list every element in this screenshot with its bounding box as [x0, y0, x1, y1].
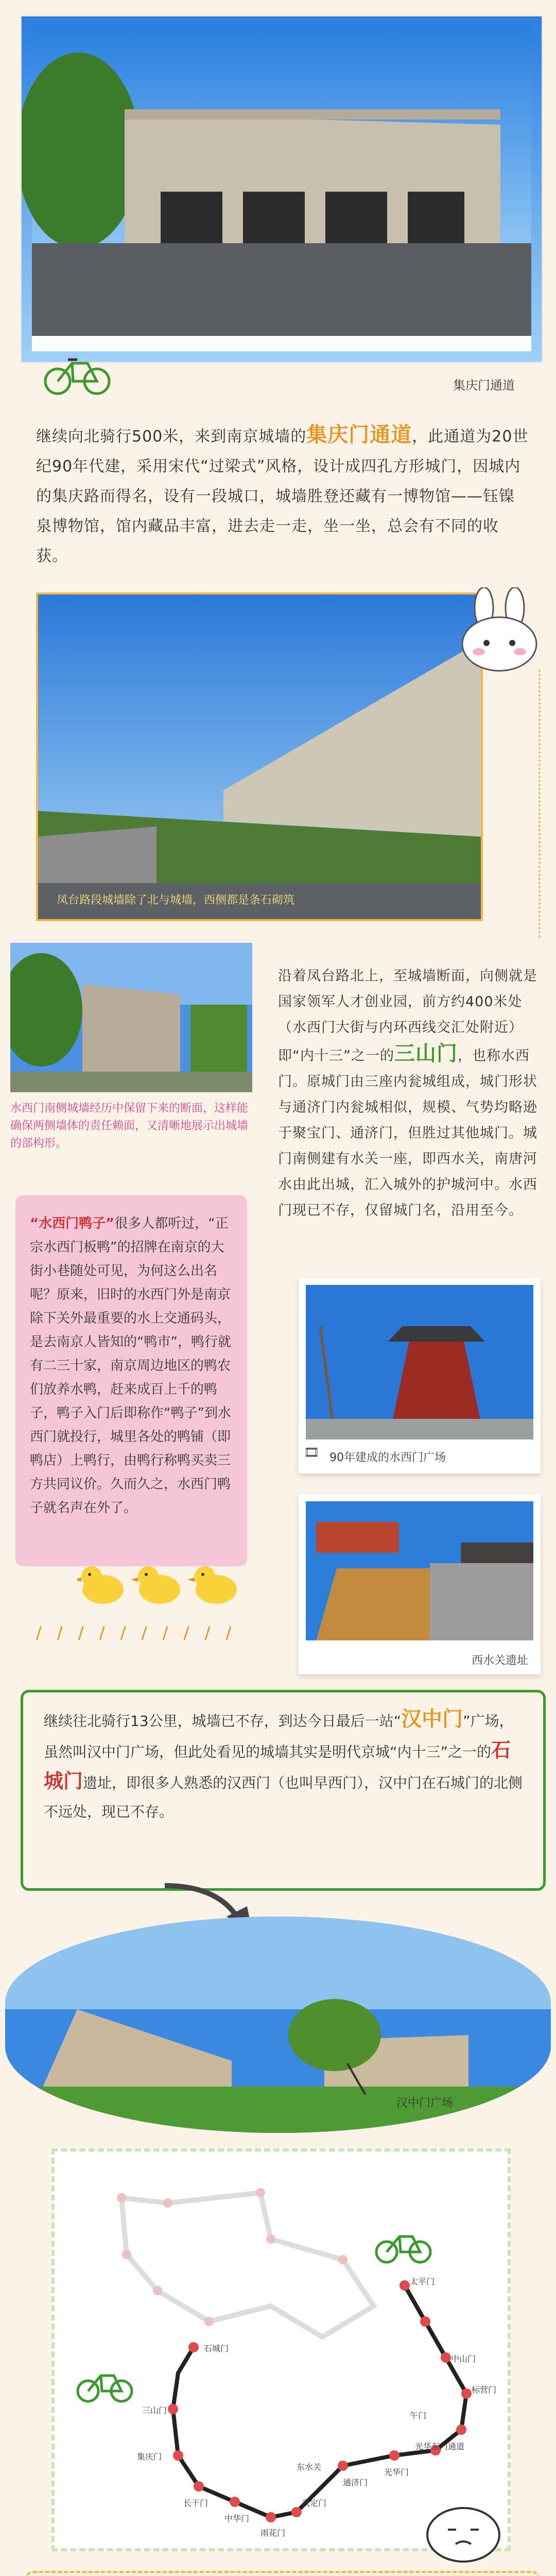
hanzhongmen-text-box	[21, 1690, 546, 1891]
duck-story-body: 很多人都听过，“正宗水西门板鸭”的招牌在南京的大街小巷随处可见，为何这么出名呢？原来，旧时的水西门外是南京除下关外最重要的水上交通码头，是去南京人皆知的“鸭市”，鸭行就有二三十家，南京周边地区的鸭农们放养水鸭，赶来成百上千的鸭子，鸭子入门后即称作“鸭子”到水西门就投行，城里各处的鸭铺（即鸭店）上鸭行，由鸭行称鸭买卖三方共同议价。久而久之，水西门鸭子就名声在外了。	[30, 1216, 231, 1516]
map-label-sanshanmen: 三山门	[142, 2405, 167, 2415]
hanzhongmen-highlight: 汉中门	[401, 1707, 463, 1731]
map-bicycle-icon	[376, 2236, 430, 2262]
para1-pre: 继续向北骑行500米，来到南京城墙的	[36, 428, 307, 446]
jiqingmen-highlight: 集庆门通道	[306, 423, 412, 447]
shuiximen-paragraph	[278, 963, 541, 1224]
para4-pre: 继续往北骑行13公里，城墙已不存，到达今日最后一站“	[44, 1713, 402, 1730]
slash-divider: / / / / / / / / / /	[36, 1623, 237, 1642]
jiqingmen-caption: 集庆门通道	[453, 378, 515, 393]
hanzhongmen-photo	[5, 1917, 551, 2133]
shuiximen-square-card	[299, 1278, 541, 1473]
para3-post: ，也称水西门。原城门由三座内瓮城组成，城门形状与通济门内瓮城相似，规模、气势均略逊于聚宝门、通济门，但胜过其他城门。城门南侧建有水关一座，即西水关，南唐河水由此出城，汇入城外的护城河中。水西门现已不存，仅留城门名，沿用至今。	[278, 1048, 537, 1218]
map-label-jiqingmen: 集庆门	[137, 2452, 162, 2462]
shichengmen-highlight: 石城门	[44, 1739, 511, 1792]
map-label-guanghuamen: 光华门	[384, 2467, 409, 2477]
para4-mid: ”广场，虽然叫汉中门广场，但此处看见的城墙其实是明代京城“内十三”之一的	[44, 1713, 514, 1760]
shuiximen-square-photo	[306, 1285, 533, 1439]
map-label-yuhuamen: 雨花门	[260, 2528, 286, 2538]
sanshanmen-highlight: 三山门	[394, 1042, 458, 1065]
bicycle-icon	[41, 350, 113, 397]
fengtai-caption: 凤台路段城墙除了北与城墙，西侧都是条石砌筑	[57, 894, 295, 907]
duck-icons	[77, 1561, 252, 1607]
map-label-guanghua-east: 光华东门通道	[415, 2442, 465, 2451]
cute-face-icon	[422, 2499, 505, 2566]
bunny-face-icon	[453, 587, 546, 675]
duck-story-box	[15, 1195, 247, 1566]
jiqingmen-photo	[22, 16, 542, 362]
para4-post: 遗址，即很多人熟悉的汉西门（也叫早西门），汉中门在石城门的北侧不远处，现已不存。	[44, 1774, 523, 1820]
xishuiguan-photo	[306, 1501, 533, 1640]
duck-story-text	[30, 1212, 236, 1520]
map-label-shichengmen: 石城门	[204, 2344, 229, 2353]
map-label-wudingmen: 武定门	[302, 2498, 327, 2508]
hanzhongmen-caption: 汉中门广场	[396, 2097, 454, 2110]
map-label-zhongshanmen: 中山门	[451, 2354, 476, 2364]
map-label-taipingmen: 太平门	[410, 2277, 435, 2286]
shuiximen-wall-photo	[10, 943, 252, 1092]
map-bicycle-icon-2	[78, 2376, 132, 2401]
map-label-zhonghuamen: 中华门	[224, 2514, 250, 2523]
hanzhongmen-paragraph	[44, 1705, 528, 1826]
map-label-dongshuiguan: 东水关	[297, 2462, 322, 2472]
xishuiguan-card	[299, 1494, 541, 1674]
shuiximen-square-caption: 90年建成的水西门广场	[329, 1451, 446, 1464]
map-label-wumen: 午门	[410, 2411, 427, 2420]
map-label-tongjimen: 通济门	[343, 2478, 368, 2487]
jiqingmen-paragraph	[36, 420, 530, 571]
map-label-biaoyingmen: 标营门	[472, 2385, 497, 2395]
fengtai-photo-frame	[36, 592, 483, 921]
route-map	[51, 2148, 511, 2551]
film-icon: 🎞	[304, 1445, 320, 1460]
para1-post: ，此通道为20世纪90年代建，采用宋代“过梁式”风格，设计成四孔方形城门，因城内的集庆路而得名，设有一段城口，城墙胜登还藏有一博物馆——钰镍泉博物馆，馆内藏品丰富，进去走一走，坐一坐，总会有不同的收获。	[36, 428, 529, 565]
fengtai-photo	[38, 595, 481, 919]
route-map-svg	[55, 2151, 508, 2548]
map-label-changganmen: 长干门	[183, 2498, 208, 2508]
jiqingmen-photo-frame	[21, 15, 543, 363]
footer-band	[26, 2571, 540, 2576]
para3-pre: 沿着凤台路北上，至城墙断面，向侧就是国家领军人才创业园，前方约400米处（水西门大街与内环西线交汇处附近）即“内十三”之一的	[278, 968, 537, 1064]
shuiximen-photo-note: 水西门南侧城墙经历中保留下来的断面，这样能确保两侧墙体的责任赖面，又清晰地展示出城墙的部构形。	[10, 1102, 249, 1150]
duck-story-title: “水西门鸭子”	[30, 1216, 115, 1231]
xishuiguan-caption: 西水关遗址	[471, 1654, 528, 1667]
right-dots-deco	[535, 670, 541, 938]
